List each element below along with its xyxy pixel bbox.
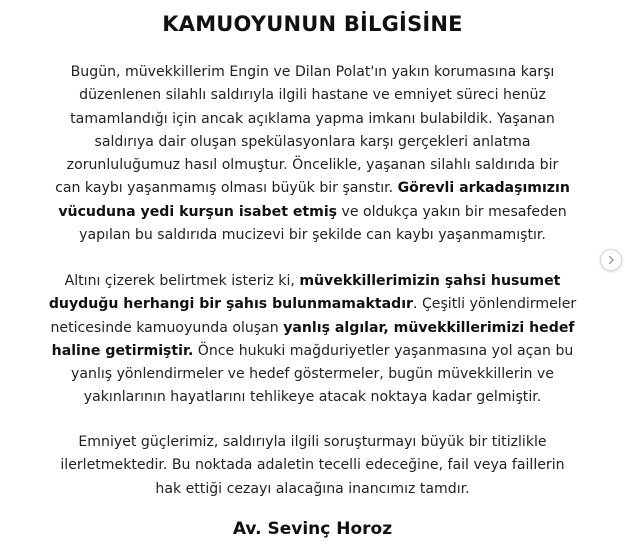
paragraph-line: ilerletmektedir. Bu noktada adaletin tecelli edeceğine, fail veya faillerin	[60, 457, 565, 474]
next-slide-button[interactable]	[600, 249, 622, 271]
paragraph-line: tamamlandığı için ancak açıklama yapma imkanı bulabildik. Yaşanan	[70, 110, 555, 127]
paragraph-line: neticesinde kamuoyunda oluşan	[50, 319, 284, 336]
emphasis-text: duyduğu herhangi bir şahıs bulunmamaktadır	[48, 296, 413, 313]
emphasis-text: haline getirmiştir.	[51, 342, 194, 359]
paragraph-line: yanlış yönlendirmeler ve hedef göstermeler, bugün müvekkillerin ve	[71, 366, 554, 383]
paragraph-line: Bugün, müvekkillerim Engin ve Dilan Polat'ın yakın korumasına karşı	[70, 64, 555, 80]
chevron-right-icon	[606, 255, 616, 265]
signature: Av. Sevinç Horoz	[232, 519, 393, 539]
paragraph-line: saldırıya dair oluşan spekülasyonlara karşı gerçekleri anlatma	[94, 133, 531, 150]
paragraph-line: düzenlenen silahlı saldırıyla ilgili hastane ve emniyet süreci henüz	[79, 87, 546, 104]
emphasis-text: Görevli arkadaşımızın	[397, 180, 570, 197]
paragraph-1	[10, 61, 615, 247]
emphasis-text: yanlış algılar, müvekkillerimizi hedef	[283, 319, 575, 336]
paragraph-line: Altını çizerek belirtmek isteriz ki,	[64, 273, 300, 289]
paragraph-3	[10, 431, 615, 501]
paragraph-line: zorunluluğumuz hasıl olmuştur. Öncelikle, yaşanan silahlı saldırıda bir	[66, 157, 559, 174]
paragraph-line: yakınlarının hayatlarını tehlikeye atacak noktaya kadar gelmiştir.	[83, 389, 542, 406]
paragraph-line: . Çeşitli yönlendirmeler	[412, 296, 577, 313]
paragraph-line: ve oldukça yakın bir mesafeden	[337, 203, 567, 220]
emphasis-text: vücuduna yedi kurşun isabet etmiş	[58, 203, 338, 220]
paragraph-line: can kaybı yaşanmamış olması büyük bir şanstır.	[55, 180, 398, 197]
page-title: KAMUOYUNUN BİLGİSİNE	[162, 12, 463, 36]
paragraph-line: yapılan bu saldırıda mucizevi bir şekilde can kaybı yaşanmamıştır.	[79, 227, 546, 244]
paragraph-line: Emniyet güçlerimiz, saldırıyla ilgili soruşturmayı büyük bir titizlikle	[78, 434, 547, 450]
emphasis-text: müvekkillerimizin şahsi husumet	[299, 273, 561, 289]
paragraph-line: hak ettiği cezayı alacağına inancımız tamdır.	[155, 480, 470, 497]
paragraph-2	[10, 270, 615, 410]
paragraph-line: Önce hukuki mağduriyetler yaşanmasına yol açan bu	[193, 342, 574, 359]
